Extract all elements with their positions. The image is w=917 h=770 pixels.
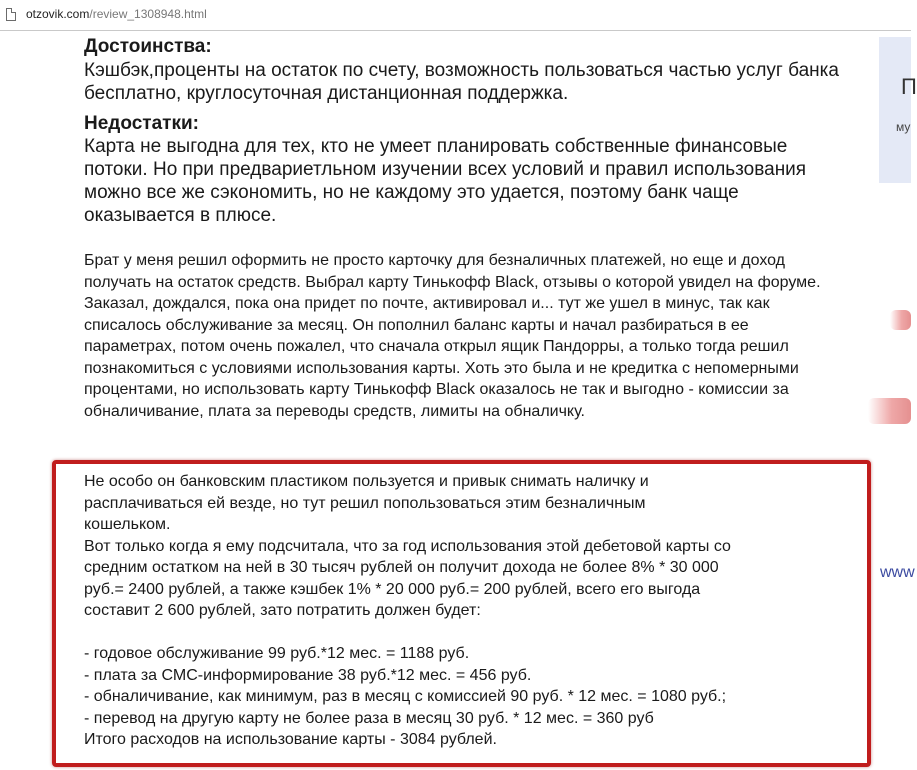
page-icon xyxy=(6,8,16,21)
highlight-line: средним остатком на ней в 30 тысяч рублей он получит дохода не более 8% * 30 000 xyxy=(84,559,719,576)
highlight-line: - плата за СМС-информирование 38 руб.*12 мес. = 456 руб. xyxy=(84,666,532,684)
highlight-line: Не особо он банковским пластиком пользуется и привык снимать наличку и xyxy=(84,473,649,490)
pros-heading: Достоинства: xyxy=(84,36,212,57)
highlight-line: кошельком. xyxy=(84,516,171,533)
review-body: Брат у меня решил оформить не просто карточку для безналичных платежей, но еще и доход получать на остаток средств. Выбрал карту Тинькофф Black, отзывы о которой увидел на форуме. Заказал, дождался, пока она придет по почте, активировал и... тут же ушел в минус, так как списалось обслуживание за месяц. Он пополнил баланс карты и начал разбираться в ее параметрах, потом очень пожалел, что сначала открыл ящик Пандорры, а только тогда решил познакомиться с условиями использования карты. Хоть это была и не кредитка с непомерными процентами, но использовать карту Тинькофф Black оказалось не так и выгодно - комиссии за обналичивание, плата за переводы средств, лимиты на обналичку. xyxy=(84,252,821,420)
highlight-line xyxy=(84,622,854,644)
highlight-line: - годовое обслуживание 99 руб.*12 мес. = 1188 руб. xyxy=(84,645,470,662)
highlight-line: расплачиваться ей везде, но тут решил попользоваться этим безналичным xyxy=(84,494,646,512)
highlight-line: составит 2 600 рублей, зато потратить должен будет: xyxy=(84,602,481,619)
url-text[interactable] xyxy=(26,7,207,21)
cons-text: Карта не выгодна для тех, кто не умеет планировать собственные финансовые потоки. Но при предвариетльном изучении всех условий и правил использования можно все же сэкономить, но не каждому это удается, поэтому банк чаще оказывается в плюсе. xyxy=(84,136,807,226)
page-content xyxy=(0,30,917,770)
ad-link[interactable]: www xyxy=(880,564,915,581)
highlight-line: Вот только когда я ему подсчитала, что за год использования этой дебетовой карты со xyxy=(84,537,731,555)
cons-heading: Недостатки: xyxy=(84,113,199,134)
pros-text: Кэшбэк,проценты на остаток по счету, возможность пользоваться частью услуг банка бесплатно, круглосуточная дистанционная поддержка. xyxy=(84,60,839,104)
ad-subtitle: му xyxy=(896,120,911,134)
ad-blurred-graphic xyxy=(890,310,911,330)
url-path: /review_1308948.html xyxy=(89,7,207,21)
highlight-line: - обналичивание, как минимум, раз в месяц с комиссией 90 руб. * 12 мес. = 1080 руб.; xyxy=(84,688,727,705)
highlight-line: - перевод на другую карту не более раза в месяц 30 руб. * 12 мес. = 360 руб xyxy=(84,709,654,727)
ad-banner-top[interactable] xyxy=(879,37,911,183)
highlighted-text xyxy=(84,471,854,751)
highlight-line: Итого расходов на использование карты - 3084 рублей. xyxy=(84,731,497,748)
url-domain: otzovik.com xyxy=(26,7,90,21)
highlight-line: руб.= 2400 рублей, а также кэшбек 1% * 20 000 руб.= 200 рублей, всего его выгода xyxy=(84,580,701,598)
ad-blurred-graphic xyxy=(868,398,911,424)
ad-title[interactable]: П xyxy=(901,74,917,99)
ad-banner-middle[interactable] xyxy=(860,205,911,457)
address-bar[interactable] xyxy=(0,0,911,31)
